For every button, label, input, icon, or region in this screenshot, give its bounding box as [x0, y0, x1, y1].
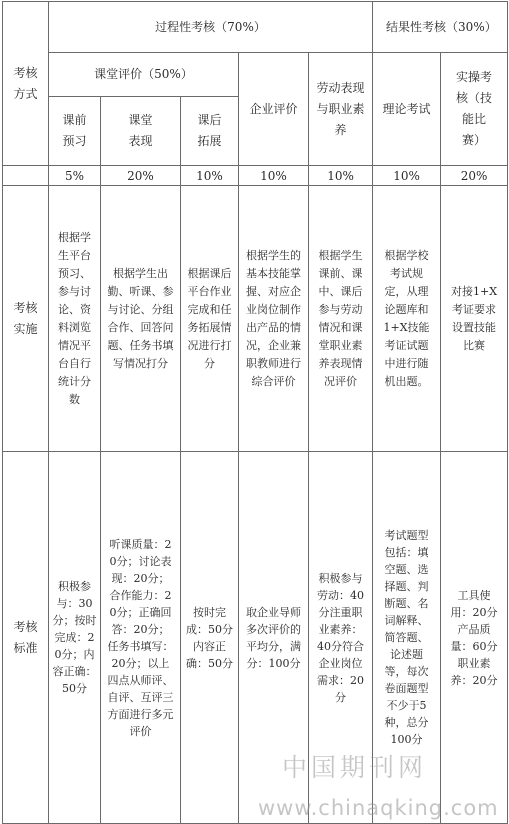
implementation-cell: 根据学生课前、课中、课后参与劳动情况和课堂职业素养表现情况评价	[309, 186, 373, 452]
implementation-cell: 根据学生的基本技能掌握、对应企业岗位制作出产品的情况，企业兼职教师进行综合评价	[239, 186, 309, 452]
implementation-cell: 根据学生平台预习、参与讨论、资料浏览情况平台自行统计分数	[49, 186, 101, 452]
process-header-label: 过程性考核（70%）	[155, 19, 266, 34]
col-header-theory	[373, 53, 441, 166]
method-header	[3, 2, 49, 166]
col-header-enterprise	[239, 53, 309, 166]
result-header-label: 结果性考核（30%）	[386, 19, 497, 34]
col-header-practical-label: 实操考核（技能比赛）	[456, 70, 493, 147]
result-header	[373, 2, 508, 53]
standard-cell: 听课质量：20分；讨论表现：20分；合作能力：20分；正确回答：20分；任务书填写：20分；以上四点从师评、自评、互评三方面进行多元评价	[101, 452, 181, 824]
percent-row-spacer	[3, 166, 49, 186]
standard-cell: 积极参与：30分；按时完成：20分；内容正确：50分	[49, 452, 101, 824]
percent-cell: 10%	[181, 166, 239, 186]
col-header-labor	[309, 53, 373, 166]
implementation-cell: 根据学校考试规定，从理论题库和1+X技能考证试题中进行随机出题。	[373, 186, 441, 452]
standard-cell: 积极参与劳动：40分注重职业素养：40分符合企业岗位需求：20分	[309, 452, 373, 824]
col-header-extension-label: 课后拓展	[197, 113, 222, 148]
process-header	[49, 2, 373, 53]
percent-cell: 10%	[373, 166, 441, 186]
watermark-url: www.chinaqking.com	[258, 796, 499, 820]
implementation-cell: 根据课后平台作业完成和任务拓展情况进行打分	[181, 186, 239, 452]
col-header-theory-label: 理论考试	[382, 101, 431, 116]
assessment-table	[2, 1, 508, 824]
standard-row-label: 考核标准	[3, 452, 49, 824]
standard-cell: 工具使用：20分产品质量：60分职业素养：20分	[441, 452, 508, 824]
implementation-cell: 对接1+X考证要求设置技能比赛	[441, 186, 508, 452]
percent-cell: 10%	[239, 166, 309, 186]
standard-cell: 取企业导师多次评价的平均分，满分：100分	[239, 452, 309, 824]
col-header-classroom	[101, 97, 181, 166]
implementation-row-label: 考核实施	[3, 186, 49, 452]
method-header-label: 考核方式	[13, 65, 38, 101]
class-eval-header-label: 课堂评价（50%）	[94, 67, 193, 81]
class-eval-header	[49, 53, 239, 97]
col-header-classroom-label: 课堂表现	[128, 113, 153, 148]
implementation-cell: 根据学生出勤、听课、参与讨论、分组合作、回答问题、任务书填写情况打分	[101, 186, 181, 452]
standard-cell: 按时完成：50分内容正确：50分	[181, 452, 239, 824]
percent-cell: 5%	[49, 166, 101, 186]
col-header-labor-label: 劳动表现与职业素养	[316, 80, 365, 137]
standard-cell: 考试题型包括：填空题、选择题、判断题、名词解释、简答题、论述题等，每次卷面题型不少于5种，总分100分	[373, 452, 441, 824]
col-header-practical	[441, 53, 508, 166]
percent-cell: 10%	[309, 166, 373, 186]
percent-cell: 20%	[101, 166, 181, 186]
col-header-enterprise-label: 企业评价	[249, 101, 298, 116]
watermark-title: 中国期刊网	[282, 753, 428, 782]
col-header-preview-label: 课前预习	[62, 113, 87, 148]
percent-cell: 20%	[441, 166, 508, 186]
col-header-preview	[49, 97, 101, 166]
col-header-extension	[181, 97, 239, 166]
